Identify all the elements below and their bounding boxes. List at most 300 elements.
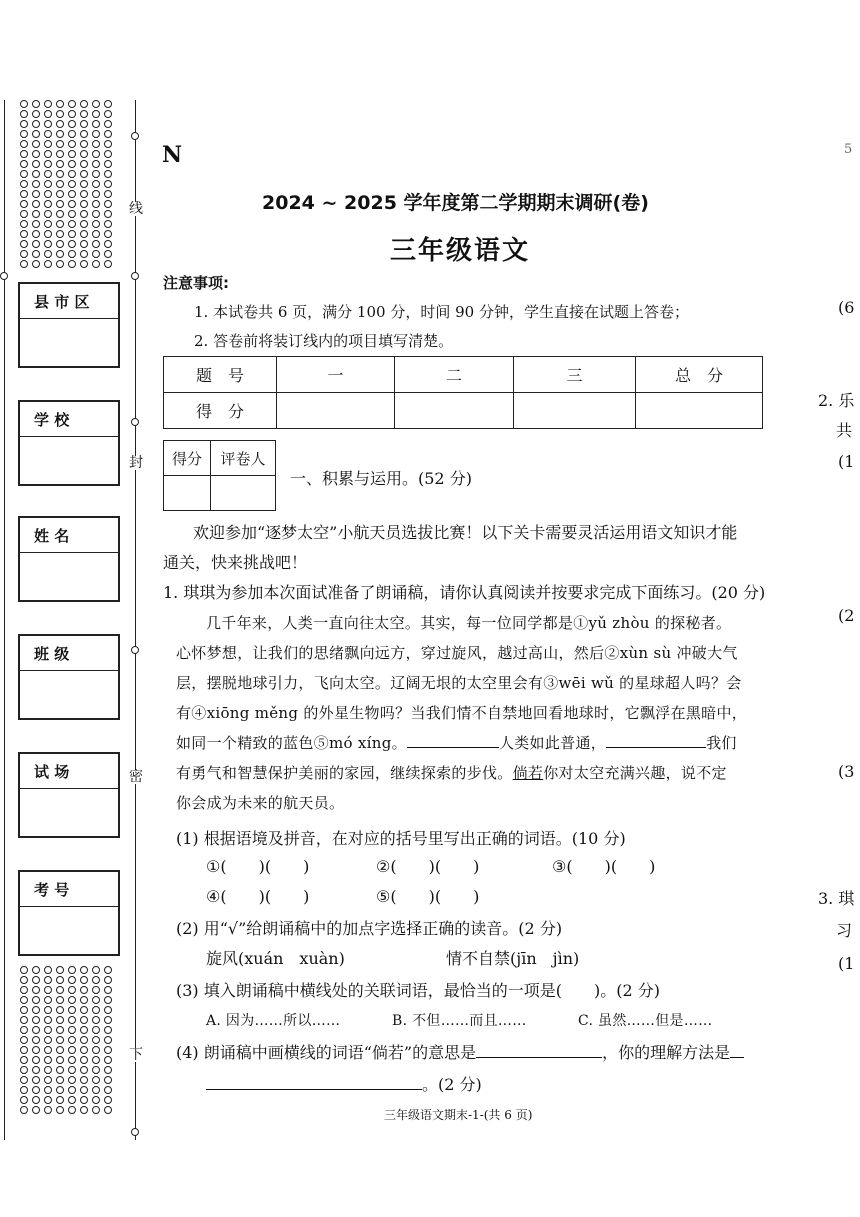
binding-dot (80, 170, 88, 178)
binding-dot (68, 966, 76, 974)
binding-dot (32, 200, 40, 208)
binding-dot (20, 210, 28, 218)
option-a[interactable]: A. 因为……所以…… (206, 1013, 341, 1029)
binding-dot (92, 240, 100, 248)
binding-dot (44, 210, 52, 218)
binding-dot (32, 986, 40, 994)
binding-dot (44, 1096, 52, 1104)
binding-dot (44, 1016, 52, 1024)
binding-dot (32, 976, 40, 984)
binding-dot (44, 976, 52, 984)
binding-dot (56, 210, 64, 218)
binding-dot (104, 1086, 112, 1094)
binding-dot (80, 120, 88, 128)
score-header-cell: 总 分 (636, 357, 763, 393)
meaning-blank[interactable] (476, 1043, 602, 1058)
binding-dot (56, 1106, 64, 1114)
edge-fragment: (6 (838, 298, 855, 317)
binding-dot (20, 120, 28, 128)
binding-dot (32, 210, 40, 218)
binding-dot (32, 996, 40, 1004)
binding-dot (44, 190, 52, 198)
binding-dot (92, 100, 100, 108)
binding-dot (32, 180, 40, 188)
binding-dot (104, 160, 112, 168)
binding-dot (68, 986, 76, 994)
binding-dot (80, 160, 88, 168)
binding-dot (56, 230, 64, 238)
binding-dot (80, 210, 88, 218)
passage-line: 几千年来，人类一直向往太空。其实，每一位同学都是①yǔ zhòu 的探秘者。 (206, 614, 732, 632)
binding-dot (56, 1046, 64, 1054)
binding-dot (32, 230, 40, 238)
binding-dot (20, 140, 28, 148)
grader-name-cell[interactable] (211, 476, 276, 511)
binding-dot (44, 996, 52, 1004)
binding-dot (32, 1046, 40, 1054)
binding-dot (44, 1056, 52, 1064)
binding-dot (20, 190, 28, 198)
binding-dot (80, 1106, 88, 1114)
binding-dot (80, 110, 88, 118)
binding-dot (92, 200, 100, 208)
pronunciation-choice[interactable]: 情不自禁(jīn jìn) (446, 949, 580, 968)
binding-dot (80, 1076, 88, 1084)
binding-dot (92, 976, 100, 984)
binding-dot (68, 976, 76, 984)
binding-dot (56, 200, 64, 208)
binding-dot (32, 170, 40, 178)
binding-dot (32, 1096, 40, 1104)
binding-dot (68, 230, 76, 238)
binding-dot (80, 180, 88, 188)
binding-dot (56, 1016, 64, 1024)
sub-question-2: (2) 用“√”给朗诵稿中的加点字选择正确的读音。(2 分) (176, 919, 563, 938)
binding-dot (20, 1086, 28, 1094)
binding-dot (20, 1096, 28, 1104)
binding-dot (68, 1106, 76, 1114)
answer-brackets[interactable]: ⑤( )( ) (376, 887, 480, 906)
binding-dot (32, 1026, 40, 1034)
binding-dot (92, 110, 100, 118)
intro-text: 通关，快来挑战吧！ (163, 553, 308, 572)
binding-dot (104, 1046, 112, 1054)
score-input-cell[interactable] (636, 393, 763, 429)
binding-dot (20, 200, 28, 208)
binding-dot (56, 976, 64, 984)
binding-dot (80, 100, 88, 108)
binding-dot (80, 1096, 88, 1104)
binding-dot (20, 966, 28, 974)
field-label: 姓 名 (20, 518, 118, 553)
binding-dot (80, 1056, 88, 1064)
field-label: 县 市 区 (20, 284, 118, 319)
field-name[interactable] (18, 516, 120, 602)
binding-dot (68, 220, 76, 228)
binding-dot (56, 130, 64, 138)
question-1: 1. 琪琪为参加本次面试准备了朗诵稿，请你认真阅读并按要求完成下面练习。(20 分) (163, 583, 766, 602)
binding-dot (56, 1056, 64, 1064)
binding-dot (44, 160, 52, 168)
binding-dot (104, 150, 112, 158)
binding-dot (80, 1046, 88, 1054)
binding-dot (68, 180, 76, 188)
binding-dot (68, 1016, 76, 1024)
binding-dot (32, 120, 40, 128)
binding-dot (20, 240, 28, 248)
binding-ring (131, 418, 139, 426)
binding-dot (92, 190, 100, 198)
binding-dot (68, 110, 76, 118)
binding-dot (20, 996, 28, 1004)
score-input-cell[interactable] (514, 393, 636, 429)
binding-dot (80, 976, 88, 984)
binding-dot (68, 100, 76, 108)
binding-dot (104, 210, 112, 218)
binding-dot (56, 240, 64, 248)
binding-dot (44, 1076, 52, 1084)
binding-ring (0, 272, 8, 280)
binding-dot (56, 110, 64, 118)
binding-dot (80, 1026, 88, 1034)
corner-mark: N (162, 142, 183, 168)
binding-dot (56, 100, 64, 108)
binding-dot (80, 1066, 88, 1074)
notes-heading: 注意事项: (163, 274, 229, 292)
binding-dot (56, 250, 64, 258)
binding-dot (44, 110, 52, 118)
binding-dot (104, 1056, 112, 1064)
binding-dot (32, 1066, 40, 1074)
binding-dot (44, 1036, 52, 1044)
binding-dot (104, 240, 112, 248)
binding-dot (44, 220, 52, 228)
binding-dot (68, 240, 76, 248)
binding-dot (92, 150, 100, 158)
binding-dot (44, 1006, 52, 1014)
score-header-cell: 三 (514, 357, 636, 393)
binding-dot (44, 120, 52, 128)
binding-dot (56, 1026, 64, 1034)
binding-dot (104, 1106, 112, 1114)
binding-dot (80, 230, 88, 238)
binding-dot (20, 180, 28, 188)
binding-dot (104, 200, 112, 208)
binding-dot (80, 1006, 88, 1014)
binding-dot (20, 986, 28, 994)
binding-dot (20, 250, 28, 258)
score-row-label: 得 分 (164, 393, 277, 429)
binding-dot (56, 120, 64, 128)
binding-dot (44, 250, 52, 258)
binding-dot (80, 150, 88, 158)
binding-dot (44, 240, 52, 248)
binding-dot (92, 1056, 100, 1064)
passage-text: 你对太空充满兴趣，说不定 (543, 764, 727, 782)
score-header-cell: 一 (277, 357, 395, 393)
edge-fragment: 2. 乐 (818, 391, 855, 410)
binding-dot (104, 250, 112, 258)
binding-dot (92, 160, 100, 168)
binding-dot (80, 1016, 88, 1024)
binding-dot (44, 140, 52, 148)
passage-line: 有④xiōng měng 的外星生物吗？当我们情不自禁地回看地球时，它飘浮在黑暗中， (176, 704, 748, 722)
binding-dot (104, 1096, 112, 1104)
binding-dot (92, 996, 100, 1004)
method-blank[interactable] (206, 1075, 422, 1090)
binding-dot (104, 1016, 112, 1024)
binding-dot (44, 1106, 52, 1114)
binding-dot (20, 160, 28, 168)
binding-dot (92, 230, 100, 238)
binding-dot (92, 1066, 100, 1074)
binding-ring (131, 272, 139, 280)
binding-dot (68, 170, 76, 178)
binding-dot (104, 976, 112, 984)
field-county[interactable] (18, 282, 120, 368)
binding-dot (104, 966, 112, 974)
binding-dot (56, 150, 64, 158)
question-text: (4) 朗诵稿中画横线的词语“倘若”的意思是 (176, 1043, 477, 1062)
binding-dot (68, 210, 76, 218)
binding-dot (32, 250, 40, 258)
binding-dot (32, 100, 40, 108)
binding-dot (32, 140, 40, 148)
binding-dot (20, 1046, 28, 1054)
binding-dot (56, 1066, 64, 1074)
answer-brackets[interactable]: ①( )( ) (206, 857, 310, 876)
binding-dot (56, 220, 64, 228)
binding-dot (20, 1026, 28, 1034)
binding-dot (104, 180, 112, 188)
binding-dot (56, 986, 64, 994)
field-exam-number[interactable] (18, 870, 120, 956)
binding-dot (56, 190, 64, 198)
binding-dot (92, 1096, 100, 1104)
question-text: 。(2 分) (422, 1075, 482, 1094)
binding-dot (80, 1086, 88, 1094)
binding-dot (68, 130, 76, 138)
binding-dot (68, 1086, 76, 1094)
binding-dot (44, 986, 52, 994)
binding-dot (20, 110, 28, 118)
binding-dot (104, 190, 112, 198)
binding-dot (56, 996, 64, 1004)
underlined-word: 倘若 (512, 764, 544, 782)
field-exam-room[interactable] (18, 752, 120, 838)
binding-dot (32, 966, 40, 974)
binding-dot (104, 986, 112, 994)
field-school[interactable] (18, 400, 120, 486)
binding-ring (131, 132, 139, 140)
binding-dot (44, 200, 52, 208)
binding-dot (92, 1026, 100, 1034)
binding-dot (20, 1016, 28, 1024)
passage-line: 心怀梦想，让我们的思绪飘向远方，穿过旋风，越过高山，然后②xùn sù 冲破大气 (176, 644, 738, 662)
field-label: 班 级 (20, 636, 118, 671)
binding-dot (68, 1056, 76, 1064)
binding-dot (80, 250, 88, 258)
binding-dot (68, 1096, 76, 1104)
binding-dot (68, 1066, 76, 1074)
binding-dot (68, 1046, 76, 1054)
binding-dot (92, 1076, 100, 1084)
binding-dot (68, 190, 76, 198)
binding-dot (44, 100, 52, 108)
score-input-cell[interactable] (277, 393, 395, 429)
passage-text: 我们 (706, 734, 737, 752)
binding-dot (68, 160, 76, 168)
binding-dot (56, 160, 64, 168)
binding-dot (92, 210, 100, 218)
answer-brackets[interactable]: ④( )( ) (206, 887, 310, 906)
pronunciation-choice[interactable]: 旋风(xuán xuàn) (206, 949, 345, 968)
section-title: 一、积累与运用。(52 分) (290, 469, 472, 488)
sub-question-1: (1) 根据语境及拼音，在对应的括号里写出正确的词语。(10 分) (176, 829, 626, 848)
binding-dot (56, 170, 64, 178)
conjunction-blank[interactable] (606, 733, 706, 748)
subject-title: 三年级语文 (390, 236, 531, 266)
binding-dot (68, 1036, 76, 1044)
conjunction-blank[interactable] (407, 733, 499, 748)
binding-dot (92, 1036, 100, 1044)
binding-dot (80, 996, 88, 1004)
binding-dot (44, 230, 52, 238)
binding-dot (80, 986, 88, 994)
binding-dot (56, 180, 64, 188)
binding-ring (131, 1128, 139, 1136)
edge-fragment: (2 (838, 606, 855, 625)
binding-dot (92, 220, 100, 228)
note-item: 2. 答卷前将装订线内的项目填写清楚。 (194, 332, 454, 350)
edge-fragment: (3 (838, 762, 855, 781)
binding-dot (92, 170, 100, 178)
passage-line: 你会成为未来的航天员。 (176, 794, 345, 812)
binding-dot (56, 1076, 64, 1084)
binding-dot (80, 1036, 88, 1044)
binding-dot (20, 230, 28, 238)
binding-dot (104, 170, 112, 178)
binding-dot (80, 260, 88, 268)
field-label: 考 号 (20, 872, 118, 907)
binding-dot (104, 260, 112, 268)
method-blank[interactable] (730, 1043, 744, 1058)
binding-dot (20, 220, 28, 228)
binding-dot (104, 1006, 112, 1014)
edge-fragment: (1 (838, 954, 855, 973)
binding-dot (68, 1006, 76, 1014)
answer-brackets[interactable]: ②( )( ) (376, 857, 480, 876)
edge-fragment: 共 (836, 421, 853, 440)
edge-fragment: 习 (836, 921, 853, 940)
binding-dot (44, 150, 52, 158)
binding-dot (80, 190, 88, 198)
binding-dot (32, 240, 40, 248)
binding-dot (20, 100, 28, 108)
grader-name-label: 评卷人 (211, 441, 276, 476)
binding-dot (20, 1006, 28, 1014)
binding-dot (68, 260, 76, 268)
binding-dot (104, 1036, 112, 1044)
passage-line (176, 762, 727, 783)
page-number: 5 (844, 142, 853, 157)
grader-score-label: 得分 (164, 441, 211, 476)
option-b[interactable]: B. 不但……而且…… (392, 1013, 527, 1029)
binding-dot (56, 1096, 64, 1104)
binding-dot (32, 1076, 40, 1084)
binding-line-left (4, 100, 5, 1140)
binding-char-xian: 线 (129, 201, 143, 217)
binding-dot (32, 1056, 40, 1064)
score-header-cell: 题 号 (164, 357, 277, 393)
binding-dot (32, 1106, 40, 1114)
intro-text: 欢迎参加“逐梦太空”小航天员选拔比赛！以下关卡需要灵活运用语文知识才能 (193, 523, 738, 542)
binding-dot (92, 250, 100, 258)
grader-score-cell[interactable] (164, 476, 211, 511)
binding-dot (32, 110, 40, 118)
binding-dot (20, 976, 28, 984)
binding-dot (104, 1066, 112, 1074)
binding-dot (56, 1086, 64, 1094)
binding-dot (68, 996, 76, 1004)
binding-dot (56, 260, 64, 268)
binding-dot (44, 1086, 52, 1094)
note-item: 1. 本试卷共 6 页，满分 100 分，时间 90 分钟，学生直接在试题上答卷； (194, 303, 689, 321)
binding-dot (20, 1066, 28, 1074)
binding-dot (80, 140, 88, 148)
binding-dot (80, 220, 88, 228)
binding-dot (20, 260, 28, 268)
field-class[interactable] (18, 634, 120, 720)
edge-fragment: 3. 琪 (818, 889, 855, 908)
binding-dot (68, 1076, 76, 1084)
dot-pattern-top (20, 100, 116, 272)
binding-char-mi: 密 (129, 769, 143, 785)
binding-dot (32, 130, 40, 138)
binding-dot (92, 986, 100, 994)
binding-dot (20, 150, 28, 158)
binding-dot (32, 1006, 40, 1014)
binding-dot (20, 1056, 28, 1064)
binding-dot (44, 966, 52, 974)
binding-dot (80, 240, 88, 248)
binding-dot (80, 130, 88, 138)
binding-dot (56, 140, 64, 148)
binding-dot (32, 150, 40, 158)
passage-line: 层，摆脱地球引力，飞向太空。辽阔无垠的太空里会有③wēi wǔ 的星球超人吗？会 (176, 674, 742, 692)
field-label: 学 校 (20, 402, 118, 437)
binding-dot (44, 130, 52, 138)
binding-dot (104, 230, 112, 238)
binding-dot (92, 1086, 100, 1094)
answer-brackets[interactable]: ③( )( ) (552, 857, 656, 876)
binding-dot (68, 200, 76, 208)
score-header-cell: 二 (395, 357, 514, 393)
binding-dot (92, 1006, 100, 1014)
binding-dot (92, 130, 100, 138)
option-c[interactable]: C. 虽然……但是…… (578, 1013, 713, 1029)
binding-dot (32, 1086, 40, 1094)
binding-char-feng: 封 (129, 455, 143, 471)
binding-dot (68, 140, 76, 148)
binding-dot (92, 1106, 100, 1114)
binding-dot (104, 100, 112, 108)
field-label: 试 场 (20, 754, 118, 789)
grader-table (163, 440, 276, 511)
score-input-cell[interactable] (395, 393, 514, 429)
binding-dot (92, 140, 100, 148)
binding-dot (92, 120, 100, 128)
